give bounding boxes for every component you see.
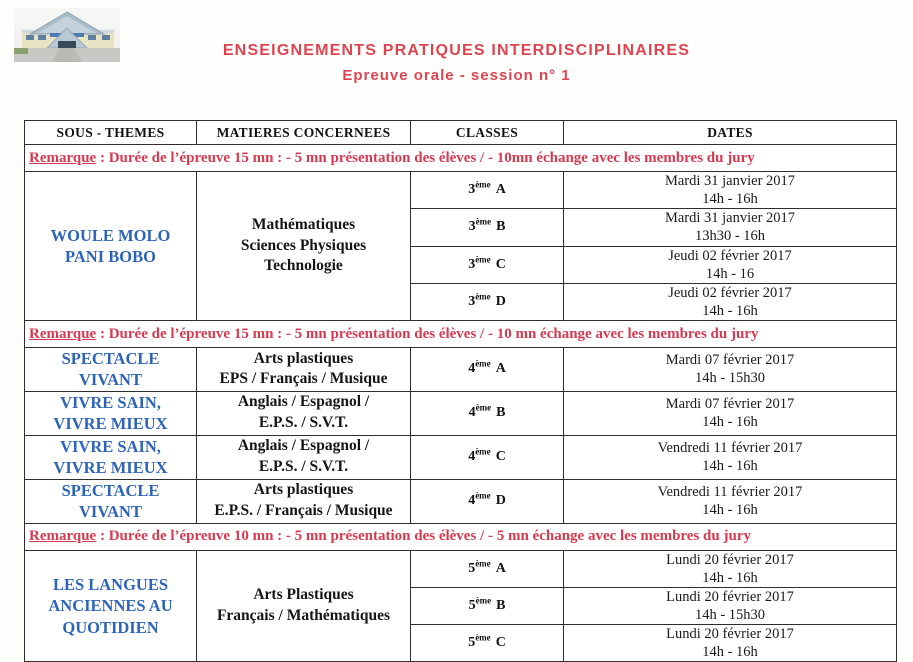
matieres-line: E.P.S. / Français / Musique — [214, 502, 393, 520]
class-cell — [411, 479, 564, 523]
theme-line: LES LANGUES — [52, 574, 169, 594]
remark-row-2 — [25, 321, 897, 348]
class-ordinal: ème — [475, 402, 492, 413]
class-cell — [411, 246, 564, 283]
remark-row-1 — [25, 145, 897, 172]
page-title: ENSEIGNEMENTS PRATIQUES INTERDISCIPLINAIRES — [222, 42, 691, 59]
theme-line: VIVRE MIEUX — [53, 458, 168, 478]
table-header-row — [25, 121, 897, 145]
theme-line: PANI BOBO — [65, 247, 156, 266]
class-number: 3 — [468, 182, 476, 198]
matieres-line: Anglais / Espagnol / — [237, 437, 370, 455]
class-number: 4 — [468, 449, 476, 465]
class-letter: D — [495, 293, 506, 309]
class-letter: B — [496, 219, 506, 235]
date-line: Jeudi 02 février 2017 — [668, 284, 792, 301]
class-ordinal: ème — [475, 253, 491, 264]
col-header-classes: CLASSES — [411, 121, 564, 145]
remark-text — [25, 523, 897, 550]
theme-line: VIVRE SAIN, — [60, 436, 161, 456]
theme-line: VIVANT — [79, 502, 142, 522]
class-ordinal: ème — [475, 557, 491, 568]
matieres-cell — [197, 479, 411, 523]
remark-label: Remarque — [29, 325, 97, 342]
class-letter: C — [495, 449, 506, 465]
class-cell — [411, 435, 564, 479]
date-line: 14h - 16h — [702, 191, 758, 208]
date-line: Vendredi 11 février 2017 — [657, 483, 803, 500]
table-row — [25, 348, 897, 392]
class-letter: A — [495, 560, 506, 576]
table-row — [25, 479, 897, 523]
matieres-line: E.P.S. / S.V.T. — [258, 458, 349, 476]
date-line: Mardi 31 janvier 2017 — [664, 210, 796, 227]
date-line: 14h - 16 — [705, 265, 755, 282]
date-line: Vendredi 11 février 2017 — [657, 440, 803, 457]
class-number: 4 — [468, 405, 476, 421]
date-cell — [564, 435, 897, 479]
col-header-dates: DATES — [564, 121, 897, 145]
class-number: 4 — [468, 493, 476, 509]
class-cell — [411, 550, 564, 587]
date-line: Lundi 20 février 2017 — [666, 588, 794, 605]
matieres-line: EPS / Français / Musique — [219, 370, 388, 388]
date-line: Jeudi 02 février 2017 — [668, 247, 792, 264]
date-cell — [564, 246, 897, 283]
theme-line: ANCIENNES AU — [48, 596, 173, 616]
class-cell — [411, 283, 564, 320]
class-letter: C — [495, 256, 506, 272]
page-subtitle: Epreuve orale - session n° 1 — [342, 67, 571, 84]
theme-line: WOULE MOLO — [50, 225, 171, 245]
date-line: 14h - 16h — [702, 644, 758, 661]
date-cell — [564, 348, 897, 392]
class-cell — [411, 587, 564, 624]
date-cell — [564, 209, 897, 246]
date-cell — [564, 550, 897, 587]
class-number: 5 — [468, 597, 476, 613]
date-cell — [564, 391, 897, 435]
theme-cell — [25, 435, 197, 479]
date-line: 14h - 16h — [702, 302, 758, 319]
matieres-cell — [197, 348, 411, 392]
theme-line: QUOTIDIEN — [62, 617, 159, 637]
class-number: 3 — [468, 256, 476, 272]
remark-text — [25, 145, 897, 172]
table-row — [25, 172, 897, 209]
matieres-line: Mathématiques — [251, 215, 356, 233]
date-line: 14h - 16h — [702, 569, 758, 586]
matieres-line: Arts plastiques — [253, 481, 354, 499]
theme-line: VIVRE MIEUX — [53, 414, 168, 434]
class-cell — [411, 172, 564, 209]
date-cell — [564, 479, 897, 523]
date-cell — [564, 587, 897, 624]
class-ordinal: ème — [475, 216, 492, 227]
class-letter: C — [495, 635, 506, 651]
matieres-cell — [197, 435, 411, 479]
theme-cell — [25, 348, 197, 392]
class-ordinal: ème — [475, 291, 491, 302]
class-number: 5 — [468, 560, 476, 576]
theme-line: VIVRE SAIN, — [60, 392, 161, 412]
date-line: Mardi 31 janvier 2017 — [664, 173, 796, 189]
matieres-line: Arts plastiques — [253, 349, 354, 367]
date-cell — [564, 625, 897, 662]
theme-line: SPECTACLE — [61, 349, 160, 368]
date-line: 13h30 - 16h — [694, 228, 766, 245]
date-line: 14h - 16h — [702, 458, 758, 475]
class-letter: D — [495, 493, 506, 509]
class-number: 4 — [468, 361, 476, 377]
col-header-matieres: MATIERES CONCERNEES — [197, 121, 411, 145]
theme-cell — [25, 391, 197, 435]
remark-body: : Durée de l’épreuve 15 mn : - 5 mn présentation des élèves / - 10 mn échange avec les membres du jury — [96, 325, 759, 342]
class-letter: A — [495, 361, 506, 377]
class-ordinal: ème — [475, 446, 491, 457]
date-cell — [564, 172, 897, 209]
page-header — [0, 42, 913, 84]
theme-cell-langues-anciennes — [25, 550, 197, 662]
date-cell — [564, 283, 897, 320]
class-letter: B — [496, 405, 506, 421]
class-number: 5 — [468, 635, 476, 651]
class-number: 3 — [468, 219, 476, 235]
date-line: 14h - 15h30 — [694, 606, 766, 623]
matieres-line: E.P.S. / S.V.T. — [258, 414, 349, 432]
matieres-line: Anglais / Espagnol / — [237, 393, 370, 411]
table-row — [25, 391, 897, 435]
matieres-cell — [197, 391, 411, 435]
theme-cell — [25, 479, 197, 523]
class-ordinal: ème — [475, 632, 491, 643]
matieres-line: Français / Mathématiques — [216, 606, 391, 624]
matieres-cell — [197, 172, 411, 321]
remark-label: Remarque — [29, 528, 97, 544]
table-row — [25, 550, 897, 587]
class-ordinal: ème — [475, 490, 491, 501]
class-letter: A — [495, 182, 506, 198]
date-line: 14h - 15h30 — [694, 370, 766, 387]
class-letter: B — [496, 597, 506, 613]
remark-body: : Durée de l’épreuve 15 mn : - 5 mn présentation des élèves / - 10mn échange avec les membres du jury — [96, 149, 755, 166]
class-cell — [411, 625, 564, 662]
class-cell — [411, 209, 564, 246]
date-line: Mardi 07 février 2017 — [665, 396, 795, 413]
date-line: 14h - 16h — [702, 502, 758, 519]
remark-body: : Durée de l’épreuve 10 mn : - 5 mn présentation des élèves / - 5 mn échange avec les membres du jury — [96, 528, 751, 544]
class-ordinal: ème — [475, 595, 492, 606]
remark-row-3 — [25, 523, 897, 550]
matieres-line: Technologie — [264, 257, 343, 275]
class-cell — [411, 391, 564, 435]
theme-line: VIVANT — [79, 370, 142, 390]
remark-label: Remarque — [29, 149, 97, 166]
date-line: Lundi 20 février 2017 — [666, 626, 794, 642]
table-row — [25, 435, 897, 479]
class-ordinal: ème — [475, 358, 491, 369]
date-line: Lundi 20 février 2017 — [666, 551, 794, 568]
date-line: 14h - 16h — [702, 414, 758, 431]
class-cell — [411, 348, 564, 392]
matieres-cell — [197, 550, 411, 662]
theme-line: SPECTACLE — [61, 480, 160, 500]
theme-cell-woule-molo — [25, 172, 197, 321]
class-ordinal: ème — [475, 179, 491, 190]
matieres-line: Sciences Physiques — [240, 236, 367, 254]
schedule-table — [24, 120, 897, 662]
date-line: Mardi 07 février 2017 — [665, 352, 795, 369]
matieres-line: Arts Plastiques — [253, 585, 354, 603]
class-number: 3 — [468, 293, 476, 309]
remark-text — [25, 321, 897, 348]
col-header-sous-themes: SOUS - THEMES — [25, 121, 197, 145]
